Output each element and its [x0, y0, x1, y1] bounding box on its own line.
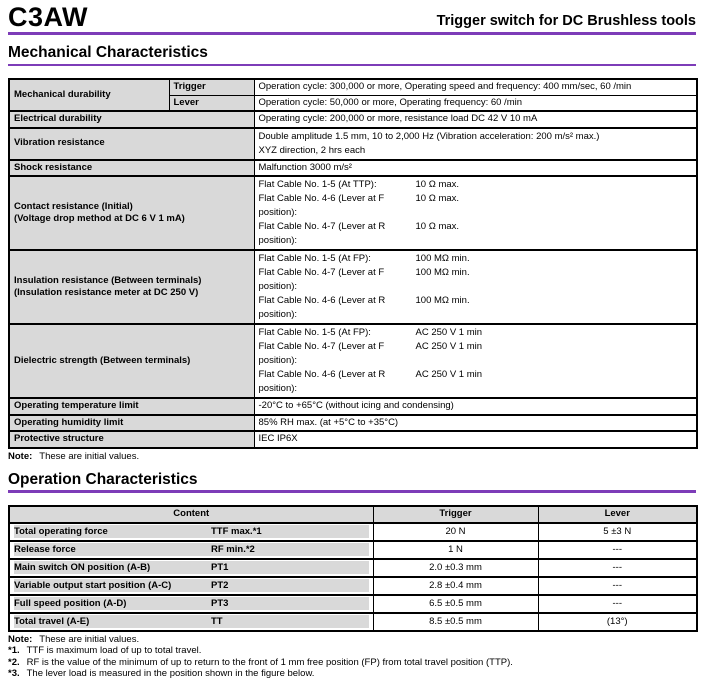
row-label: Operating humidity limit: [9, 415, 254, 432]
row-content: [9, 577, 373, 595]
row-abbr: TT: [211, 616, 223, 627]
row-label: Total travel (A-E): [14, 616, 90, 627]
value-line: [259, 294, 693, 322]
table-row: [9, 160, 697, 177]
mechanical-section-divider: [8, 64, 696, 66]
table-row: [9, 398, 697, 415]
cable-value: 10 Ω max.: [415, 221, 460, 232]
note-line: [8, 658, 696, 669]
row-abbr: PT1: [211, 562, 229, 573]
section-title-operation: Operation Characteristics: [8, 471, 198, 488]
cable-value: AC 250 V 1 min: [415, 369, 483, 380]
cable-ref: Flat Cable No. 1-5 (At FP):: [258, 327, 371, 338]
trigger-value: 2.0 ±0.3 mm: [373, 559, 538, 577]
product-code: C3AW: [8, 2, 89, 32]
cable-ref: Flat Cable No. 4-7 (Lever at R position):: [258, 221, 386, 246]
row-content: [9, 523, 373, 541]
row-label: Operating temperature limit: [9, 398, 254, 415]
lever-value: ---: [538, 577, 697, 595]
note-text: The lever load is measured in the position shown in the figure below.: [26, 668, 315, 679]
row-content: [9, 613, 373, 631]
value-line: [259, 220, 693, 248]
row-value: [254, 250, 697, 324]
cable-ref: Flat Cable No. 4-6 (Lever at F position):: [258, 193, 385, 218]
header-divider: [8, 32, 696, 35]
row-value: 85% RH max. (at +5°C to +35°C): [254, 415, 697, 432]
trigger-value: 20 N: [373, 523, 538, 541]
row-label: Full speed position (A-D): [14, 598, 127, 609]
row-sublabel: Lever: [169, 95, 254, 111]
note-label: *2.: [8, 656, 20, 668]
row-label: [9, 250, 254, 324]
lever-value: ---: [538, 541, 697, 559]
table-row: [9, 324, 697, 398]
column-header-content: Content: [9, 506, 373, 523]
cable-ref: Flat Cable No. 1-5 (At TTP):: [258, 179, 377, 190]
value-line: [259, 340, 693, 368]
table-row: [9, 250, 697, 324]
value-line: XYZ direction, 2 hrs each: [258, 144, 366, 156]
note-text: These are initial values.: [39, 450, 140, 462]
page-subtitle: Trigger switch for DC Brushless tools: [436, 13, 696, 29]
cable-ref: Flat Cable No. 4-6 (Lever at R position):: [258, 295, 386, 320]
mechanical-characteristics-table: [8, 78, 698, 449]
row-abbr: PT3: [211, 598, 229, 609]
cable-value: 100 MΩ min.: [415, 253, 470, 264]
lever-value: (13°): [538, 613, 697, 631]
value-line: [259, 178, 693, 192]
column-header-lever: Lever: [538, 506, 697, 523]
trigger-value: 6.5 ±0.5 mm: [373, 595, 538, 613]
lever-value: ---: [538, 559, 697, 577]
value-line: [259, 368, 693, 396]
cable-ref: Flat Cable No. 1-5 (At FP):: [258, 253, 371, 264]
note-label: *3.: [8, 668, 20, 679]
table-row: [9, 559, 697, 577]
row-label: [9, 176, 254, 250]
label-line: (Voltage drop method at DC 6 V 1 mA): [14, 213, 185, 224]
note-line: [8, 635, 696, 646]
row-value: Malfunction 3000 m/s²: [254, 160, 697, 177]
value-line: [259, 266, 693, 294]
note-label: Note:: [8, 450, 33, 462]
table-row: [9, 128, 697, 160]
label-line: Insulation resistance (Between terminals): [14, 274, 202, 286]
row-abbr: PT2: [211, 580, 229, 591]
trigger-value: 1 N: [373, 541, 538, 559]
table-row: [9, 79, 697, 95]
note-label: *1.: [8, 645, 20, 656]
note-line: [8, 669, 696, 680]
row-value: [254, 128, 697, 160]
row-abbr: RF min.*2: [211, 544, 255, 555]
cable-value: 10 Ω max.: [415, 179, 460, 190]
mechanical-notes: [8, 452, 696, 463]
note-text: TTF is maximum load of up to total travel.: [26, 645, 202, 656]
trigger-value: 2.8 ±0.4 mm: [373, 577, 538, 595]
table-row: [9, 111, 697, 128]
row-label: Release force: [14, 544, 76, 555]
row-value: -20°C to +65°C (without icing and condensing): [254, 398, 697, 415]
row-content: [9, 541, 373, 559]
table-row: [9, 541, 697, 559]
table-row: [9, 176, 697, 250]
cable-value: 10 Ω max.: [415, 193, 460, 204]
cable-value: 100 MΩ min.: [415, 295, 470, 306]
table-row: [9, 613, 697, 631]
row-label: Variable output start position (A-C): [14, 580, 172, 591]
cable-value: AC 250 V 1 min: [415, 341, 483, 352]
operation-characteristics-table: [8, 505, 698, 632]
column-header-trigger: Trigger: [373, 506, 538, 523]
table-row: [9, 595, 697, 613]
operation-notes: [8, 635, 696, 680]
row-content: [9, 559, 373, 577]
note-line: [8, 452, 696, 463]
row-label: Main switch ON position (A-B): [14, 562, 151, 573]
note-text: These are initial values.: [39, 633, 140, 645]
table-row: [9, 577, 697, 595]
row-value: [254, 324, 697, 398]
note-text: RF is the value of the minimum of up to return to the front of 1 mm free position (FP) from total travel position (TTP).: [26, 656, 513, 668]
row-abbr: TTF max.*1: [211, 526, 262, 537]
row-content: [9, 595, 373, 613]
table-row: [9, 415, 697, 432]
cable-ref: Flat Cable No. 4-7 (Lever at F position):: [258, 267, 385, 292]
value-line: [259, 326, 693, 340]
label-line: (Insulation resistance meter at DC 250 V): [14, 287, 199, 298]
table-header-row: [9, 506, 697, 523]
trigger-value: 8.5 ±0.5 mm: [373, 613, 538, 631]
row-label: Protective structure: [9, 431, 254, 448]
row-label: Vibration resistance: [9, 128, 254, 160]
cable-value: 100 MΩ min.: [415, 267, 470, 278]
row-label: Electrical durability: [9, 111, 254, 128]
lever-value: ---: [538, 595, 697, 613]
cable-ref: Flat Cable No. 4-6 (Lever at R position):: [258, 369, 386, 394]
section-title-mechanical: Mechanical Characteristics: [8, 44, 208, 61]
note-line: [8, 646, 696, 657]
cable-value: AC 250 V 1 min: [415, 327, 483, 338]
row-label: Total operating force: [14, 526, 108, 537]
value-line: [259, 192, 693, 220]
row-value: Operation cycle: 300,000 or more, Operating speed and frequency: 400 mm/sec, 60 /min: [254, 79, 697, 95]
row-value: Operation cycle: 50,000 or more, Operating frequency: 60 /min: [254, 95, 697, 111]
row-value: Operating cycle: 200,000 or more, resistance load DC 42 V 10 mA: [254, 111, 697, 128]
value-line: Double amplitude 1.5 mm, 10 to 2,000 Hz (Vibration acceleration: 200 m/s² max.): [258, 130, 600, 142]
note-label: Note:: [8, 633, 33, 645]
row-value: [254, 176, 697, 250]
row-label: Mechanical durability: [9, 79, 169, 111]
row-sublabel: Trigger: [169, 79, 254, 95]
row-label: Dielectric strength (Between terminals): [9, 324, 254, 398]
row-label: Shock resistance: [9, 160, 254, 177]
page-header: [8, 3, 696, 31]
table-row: [9, 431, 697, 448]
lever-value: 5 ±3 N: [538, 523, 697, 541]
operation-section-divider: [8, 490, 696, 493]
row-value: IEC IP6X: [254, 431, 697, 448]
value-line: [259, 252, 693, 266]
label-line: Contact resistance (Initial): [14, 200, 133, 212]
table-row: [9, 523, 697, 541]
cable-ref: Flat Cable No. 4-7 (Lever at F position):: [258, 341, 385, 366]
